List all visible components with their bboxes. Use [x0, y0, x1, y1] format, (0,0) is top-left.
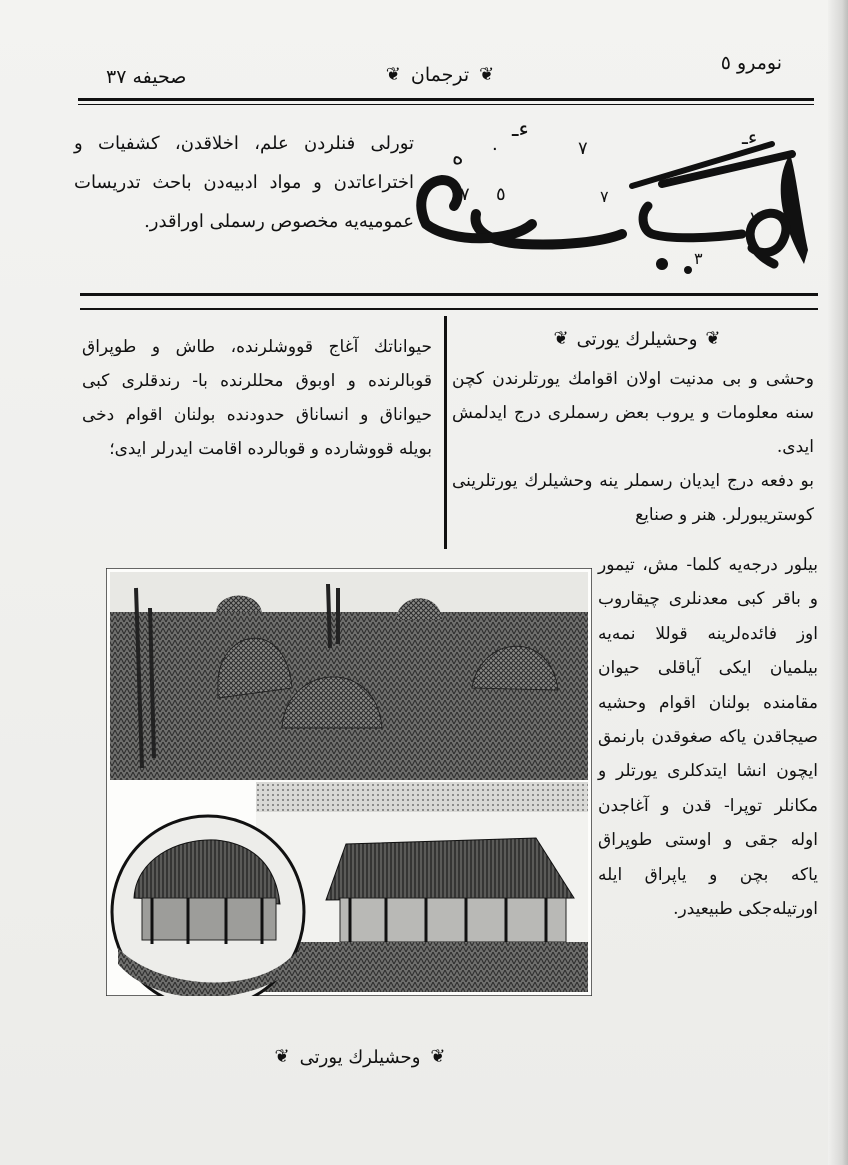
page-edge-shadow [828, 0, 848, 1165]
svg-text:٠: ٠ [490, 138, 500, 159]
svg-text:ءـ: ءـ [512, 117, 529, 142]
masthead-logo [412, 114, 812, 286]
publisher-line [360, 60, 520, 90]
article-left-column: حيواناتك آغاج قووشلرنده، طاش و طوپراق قوبالرنده و اوبوق محللرنده با- رندقلرى كبى حيواناق و انساناق حدودنده بولنان اقوام دخى بويله قووشارده و قوبالرده اقامت ايدرلر ايدى؛ [82, 337, 432, 459]
header-rule-thin [78, 104, 814, 105]
svg-text:٧: ٧ [600, 187, 609, 206]
article-side-column: بيلور درجه‌يه كلما- مش، تيمور و باقر كبى معدنلرى چيقاروب اوز فائده‌لرينه قوللا نمه‌يه بيلميان ايكى آياقلى حيوان مقامنده بولنان اقوام وحشيه صيجاقدن ياكه صغوقدن بارنمق ايچون انشا ايتدكلرى يورتلر و مكانلر توپرا- قدن و آغاجدن اوله جقى و اوستى طوپراق ياكه بچن و ياپراق ايله اورتيله‌جكى طبيعيدر. [598, 555, 818, 920]
caption-text: وحشيلرك يورتى [299, 1046, 421, 1068]
huts-illustration [106, 568, 592, 996]
page-number: صحيفه ٣٧ [106, 66, 187, 88]
ornament-right-icon: ❦ [479, 64, 495, 85]
ornament-right-icon: ❦ [705, 328, 721, 349]
article-paragraph: بو دفعه درج ايديان رسملر ينه وحشيلرك يورتلرينى كوستريبورلر. هنر و صنايع [452, 471, 814, 525]
svg-text:٧: ٧ [750, 208, 760, 229]
figure-caption [240, 1040, 480, 1074]
publisher-name: ترجمان [410, 64, 470, 86]
article-title: وحشيلرك يورتى [576, 328, 698, 350]
masthead-tagline: تورلى فنلردن علم، اخلاقدن، كشفيات و اختراعاتدن و مواد ادبيه‌دن باحث تدريسات عموميه‌يه مخصوص رسملى اوراقدر. [74, 133, 414, 232]
svg-text:٧: ٧ [578, 138, 588, 159]
masthead-rule [80, 293, 818, 296]
masthead-rule-thin [80, 308, 818, 310]
article-right-column [452, 362, 814, 532]
column-divider [444, 316, 447, 549]
issue-number: نومرو ٥ [720, 52, 782, 74]
svg-text:٥: ٥ [496, 184, 506, 205]
ornament-left-icon: ❦ [274, 1046, 290, 1067]
article-heading [522, 322, 752, 356]
svg-text:٣: ٣ [694, 249, 703, 268]
ornament-left-icon: ❦ [553, 328, 569, 349]
svg-text:ه: ه [452, 145, 464, 170]
svg-text:ءـ: ءـ [742, 125, 758, 149]
header-rule [78, 98, 814, 101]
svg-text:٧: ٧ [460, 184, 470, 205]
article-paragraph: وحشى و بى مدنيت اولان اقوامك يورتلرندن كچن سنه معلومات و يروب بعض رسملرى درج ايدلمش ايدى. [452, 369, 814, 457]
ornament-left-icon: ❦ [385, 64, 401, 85]
ornament-right-icon: ❦ [430, 1046, 446, 1067]
